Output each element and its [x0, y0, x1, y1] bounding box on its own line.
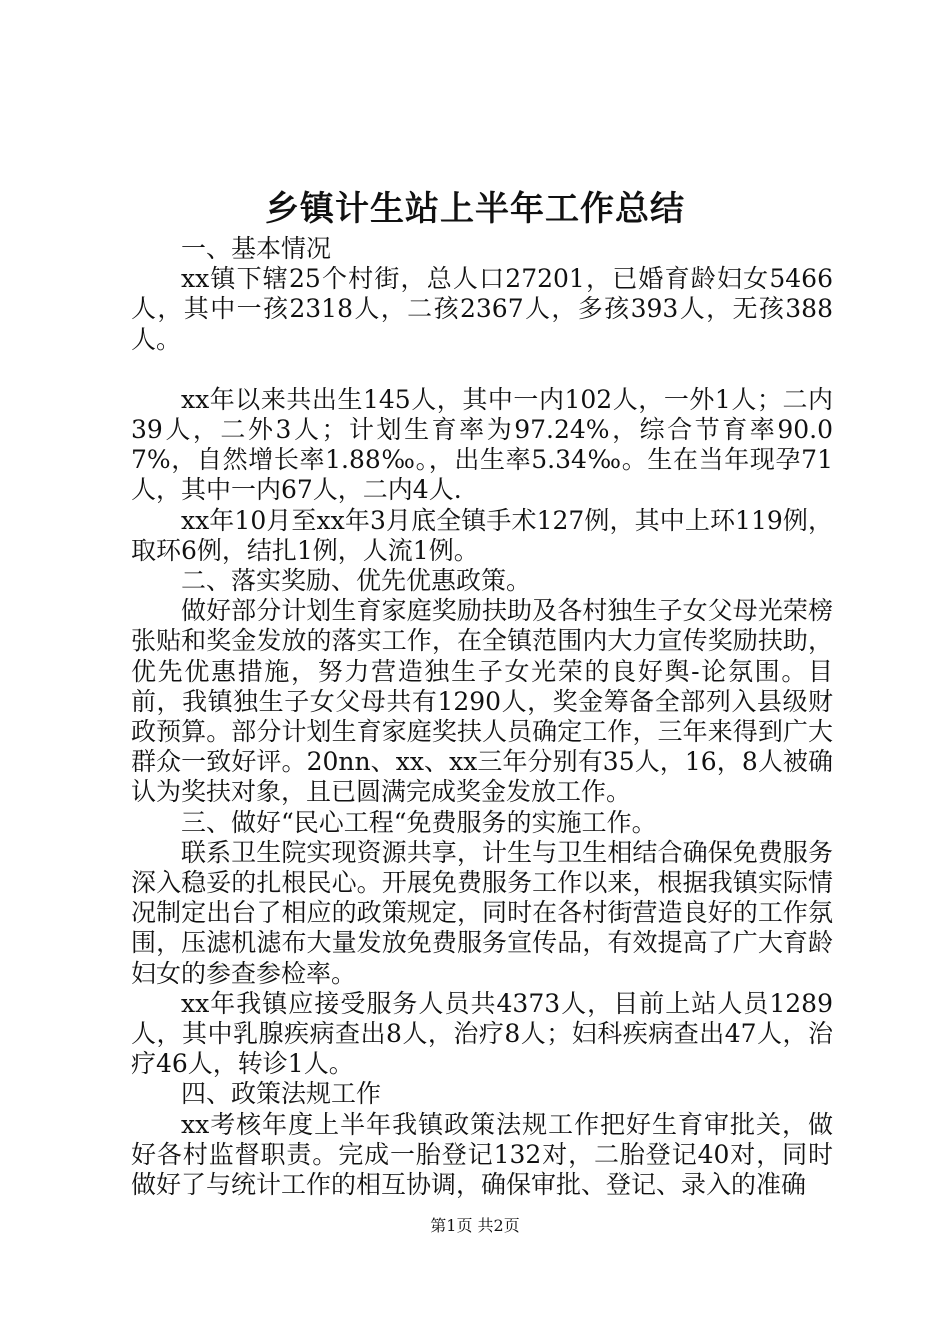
- paragraph-rewards: 做好部分计划生育家庭奖励扶助及各村独生子女父母光荣榜张贴和奖金发放的落实工作，在全镇范围内大力宣传奖励扶助，优先优惠措施，努力营造独生子女光荣的良好舆-论氛围。目前，我镇独生子女父母共有1290人，奖金筹备全部列入县级财政预算。部分计划生育家庭奖扶人员确定工作，三年来得到广大群众一致好评。20nn、xx、xx三年分别有35人，16，8人被确认为奖扶对象，且已圆满完成奖金发放工作。: [131, 596, 833, 807]
- paragraph-population: xx镇下辖25个村街，总人口27201，已婚育龄妇女5466人，其中一孩2318人，二孩2367人，多孩393人，无孩388人。: [131, 264, 833, 354]
- paragraph-births: xx年以来共出生145人，其中一内102人，一外1人；二内39人，二外3人；计划生育率为97.24%，综合节育率90.07%，自然增长率1.88‰。，出生率5.34‰。生在当年现孕71人，其中一内67人，二内4人.: [131, 384, 833, 505]
- section-heading-free-service: 三、做好“民心工程“免费服务的实施工作。: [181, 807, 657, 837]
- page-footer: 第1页 共2页: [430, 1216, 520, 1235]
- document-body: [131, 234, 833, 1200]
- paragraph-service-stats: xx年我镇应接受服务人员共4373人，目前上站人员1289人，其中乳腺疾病查出8人，治疗8人；妇科疾病查出47人，治疗46人，转诊1人。: [131, 988, 833, 1079]
- paragraph-free-service: 联系卫生院实现资源共享，计生与卫生相结合确保免费服务深入稳妥的扎根民心。开展免费服务工作以来，根据我镇实际情况制定出台了相应的政策规定，同时在各村街营造良好的工作氛围，压滤机滤布大量发放免费服务宣传品，有效提高了广大育龄妇女的参查参检率。: [131, 837, 833, 988]
- section-heading-rewards: 二、落实奖励、优先优惠政策。: [181, 566, 532, 596]
- section-heading-policy: 四、政策法规工作: [181, 1079, 382, 1109]
- section-heading-basic-info: 一、基本情况: [181, 234, 332, 263]
- paragraph-policy: xx考核年度上半年我镇政策法规工作把好生育审批关，做好各村监督职责。完成一胎登记132对，二胎登记40对，同时做好了与统计工作的相互协调，确保审批、登记、录入的准确: [131, 1109, 833, 1200]
- paragraph-surgery: xx年10月至xx年3月底全镇手术127例，其中上环119例，取环6例，结扎1例，人流1例。: [131, 505, 833, 565]
- document-title: 乡镇计生站上半年工作总结: [265, 189, 685, 229]
